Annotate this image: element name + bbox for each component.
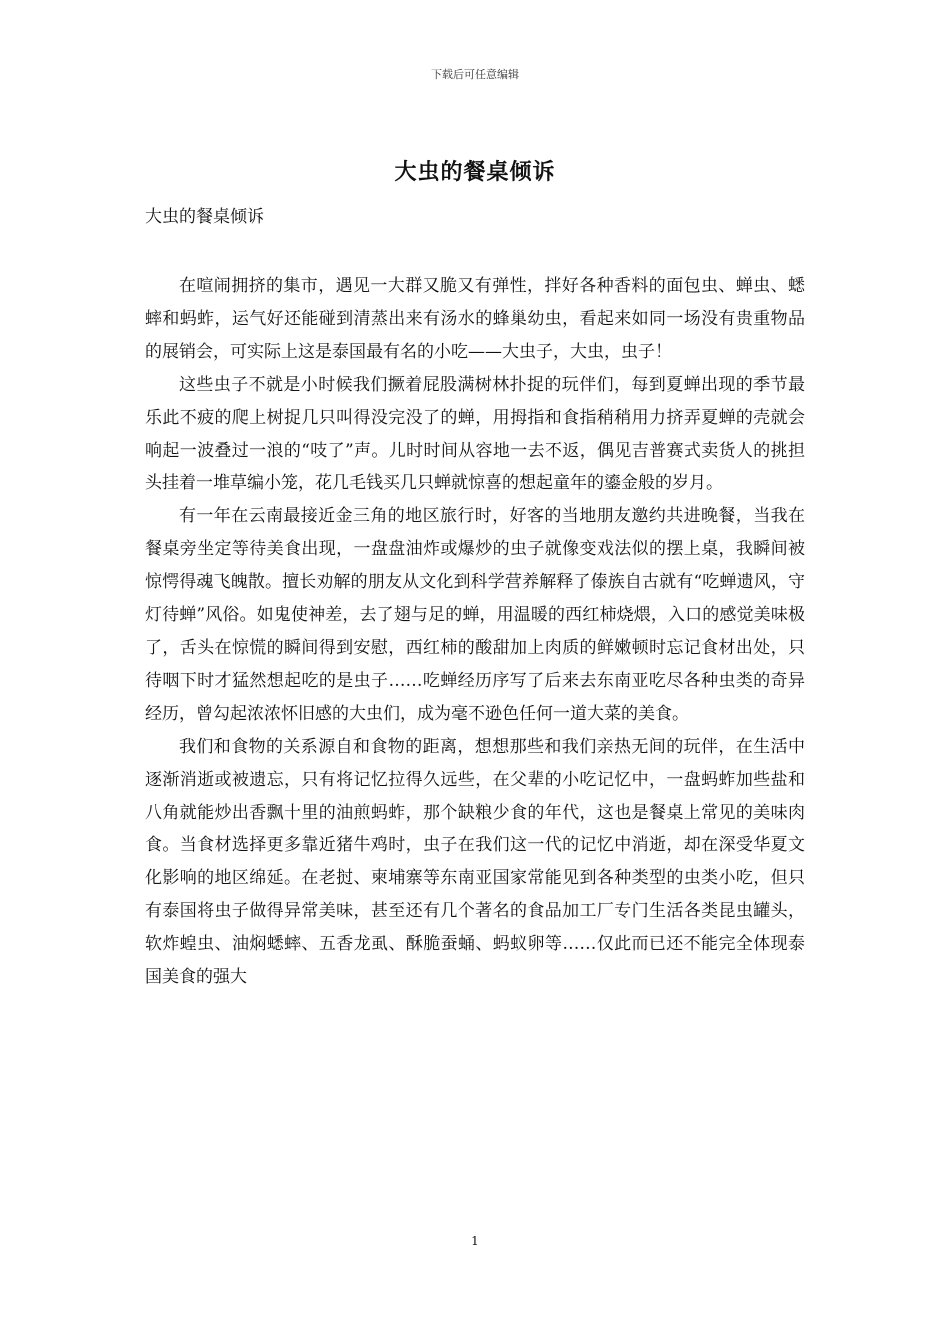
body-paragraph: 我们和食物的关系源自和食物的距离，想想那些和我们亲热无间的玩伴，在生活中逐渐消逝或被遗忘，只有将记忆拉得久远些，在父辈的小吃记忆中，一盘蚂蚱加些盐和八角就能炒出香飘十里的油煎蚂蚱，那个缺粮少食的年代，这也是餐桌上常见的美味肉食。当食材选择更多靠近猪牛鸡时，虫子在我们这一代的记忆中消逝，却在深受华夏文化影响的地区绵延。在老挝、柬埔寨等东南亚国家常能见到各种类型的虫类小吃，但只有泰国将虫子做得异常美味，甚至还有几个著名的食品加工厂专门生活各类昆虫罐头，软炸蝗虫、油焖蟋蟀、五香龙虱、酥脆蚕蛹、蚂蚁卵等……仅此而已还不能完全体现泰国美食的强大	[145, 736, 805, 988]
document-title: 大虫的餐桌倾诉	[394, 159, 556, 185]
body-paragraph: 在喧闹拥挤的集市，遇见一大群又脆又有弹性，拌好各种香料的面包虫、蝉虫、蟋蟀和蚂蚱，运气好还能碰到清蒸出来有汤水的蜂巢幼虫，看起来如同一场没有贵重物品的展销会，可实际上这是泰国最有名的小吃——大虫子，大虫，虫子！	[145, 276, 805, 362]
page-header-note: 下载后可任意编辑	[431, 68, 519, 81]
document-body	[145, 270, 805, 994]
page-number: 1	[471, 1234, 479, 1248]
body-paragraph: 这些虫子不就是小时候我们撅着屁股满树林扑捉的玩伴们，每到夏蝉出现的季节最乐此不疲的爬上树捉几只叫得没完没了的蝉，用拇指和食指稍稍用力挤弄夏蝉的壳就会响起一波叠过一浪的“吱了”声。儿时时间从容地一去不返，偶见吉普赛式卖货人的挑担头挂着一堆草编小笼，花几毛钱买几只蝉就惊喜的想起童年的鎏金般的岁月。	[145, 374, 805, 494]
document-subtitle: 大虫的餐桌倾诉	[145, 207, 264, 227]
body-paragraph: 有一年在云南最接近金三角的地区旅行时，好客的当地朋友邀约共进晚餐，当我在餐桌旁坐定等待美食出现，一盘盘油炸或爆炒的虫子就像变戏法似的摆上桌，我瞬间被惊愕得魂飞魄散。擅长劝解的朋友从文化到科学营养解释了傣族自古就有“吃蝉遗风，守灯待蝉”风俗。如鬼使神差，去了翅与足的蝉，用温暖的西红柿烧煨，入口的感觉美味极了，舌头在惊慌的瞬间得到安慰，西红柿的酸甜加上肉质的鲜嫩顿时忘记食材出处，只待咽下时才猛然想起吃的是虫子……吃蝉经历序写了后来去东南亚吃尽各种虫类的奇异经历，曾勾起浓浓怀旧感的大虫们，成为毫不逊色任何一道大菜的美食。	[145, 506, 805, 724]
